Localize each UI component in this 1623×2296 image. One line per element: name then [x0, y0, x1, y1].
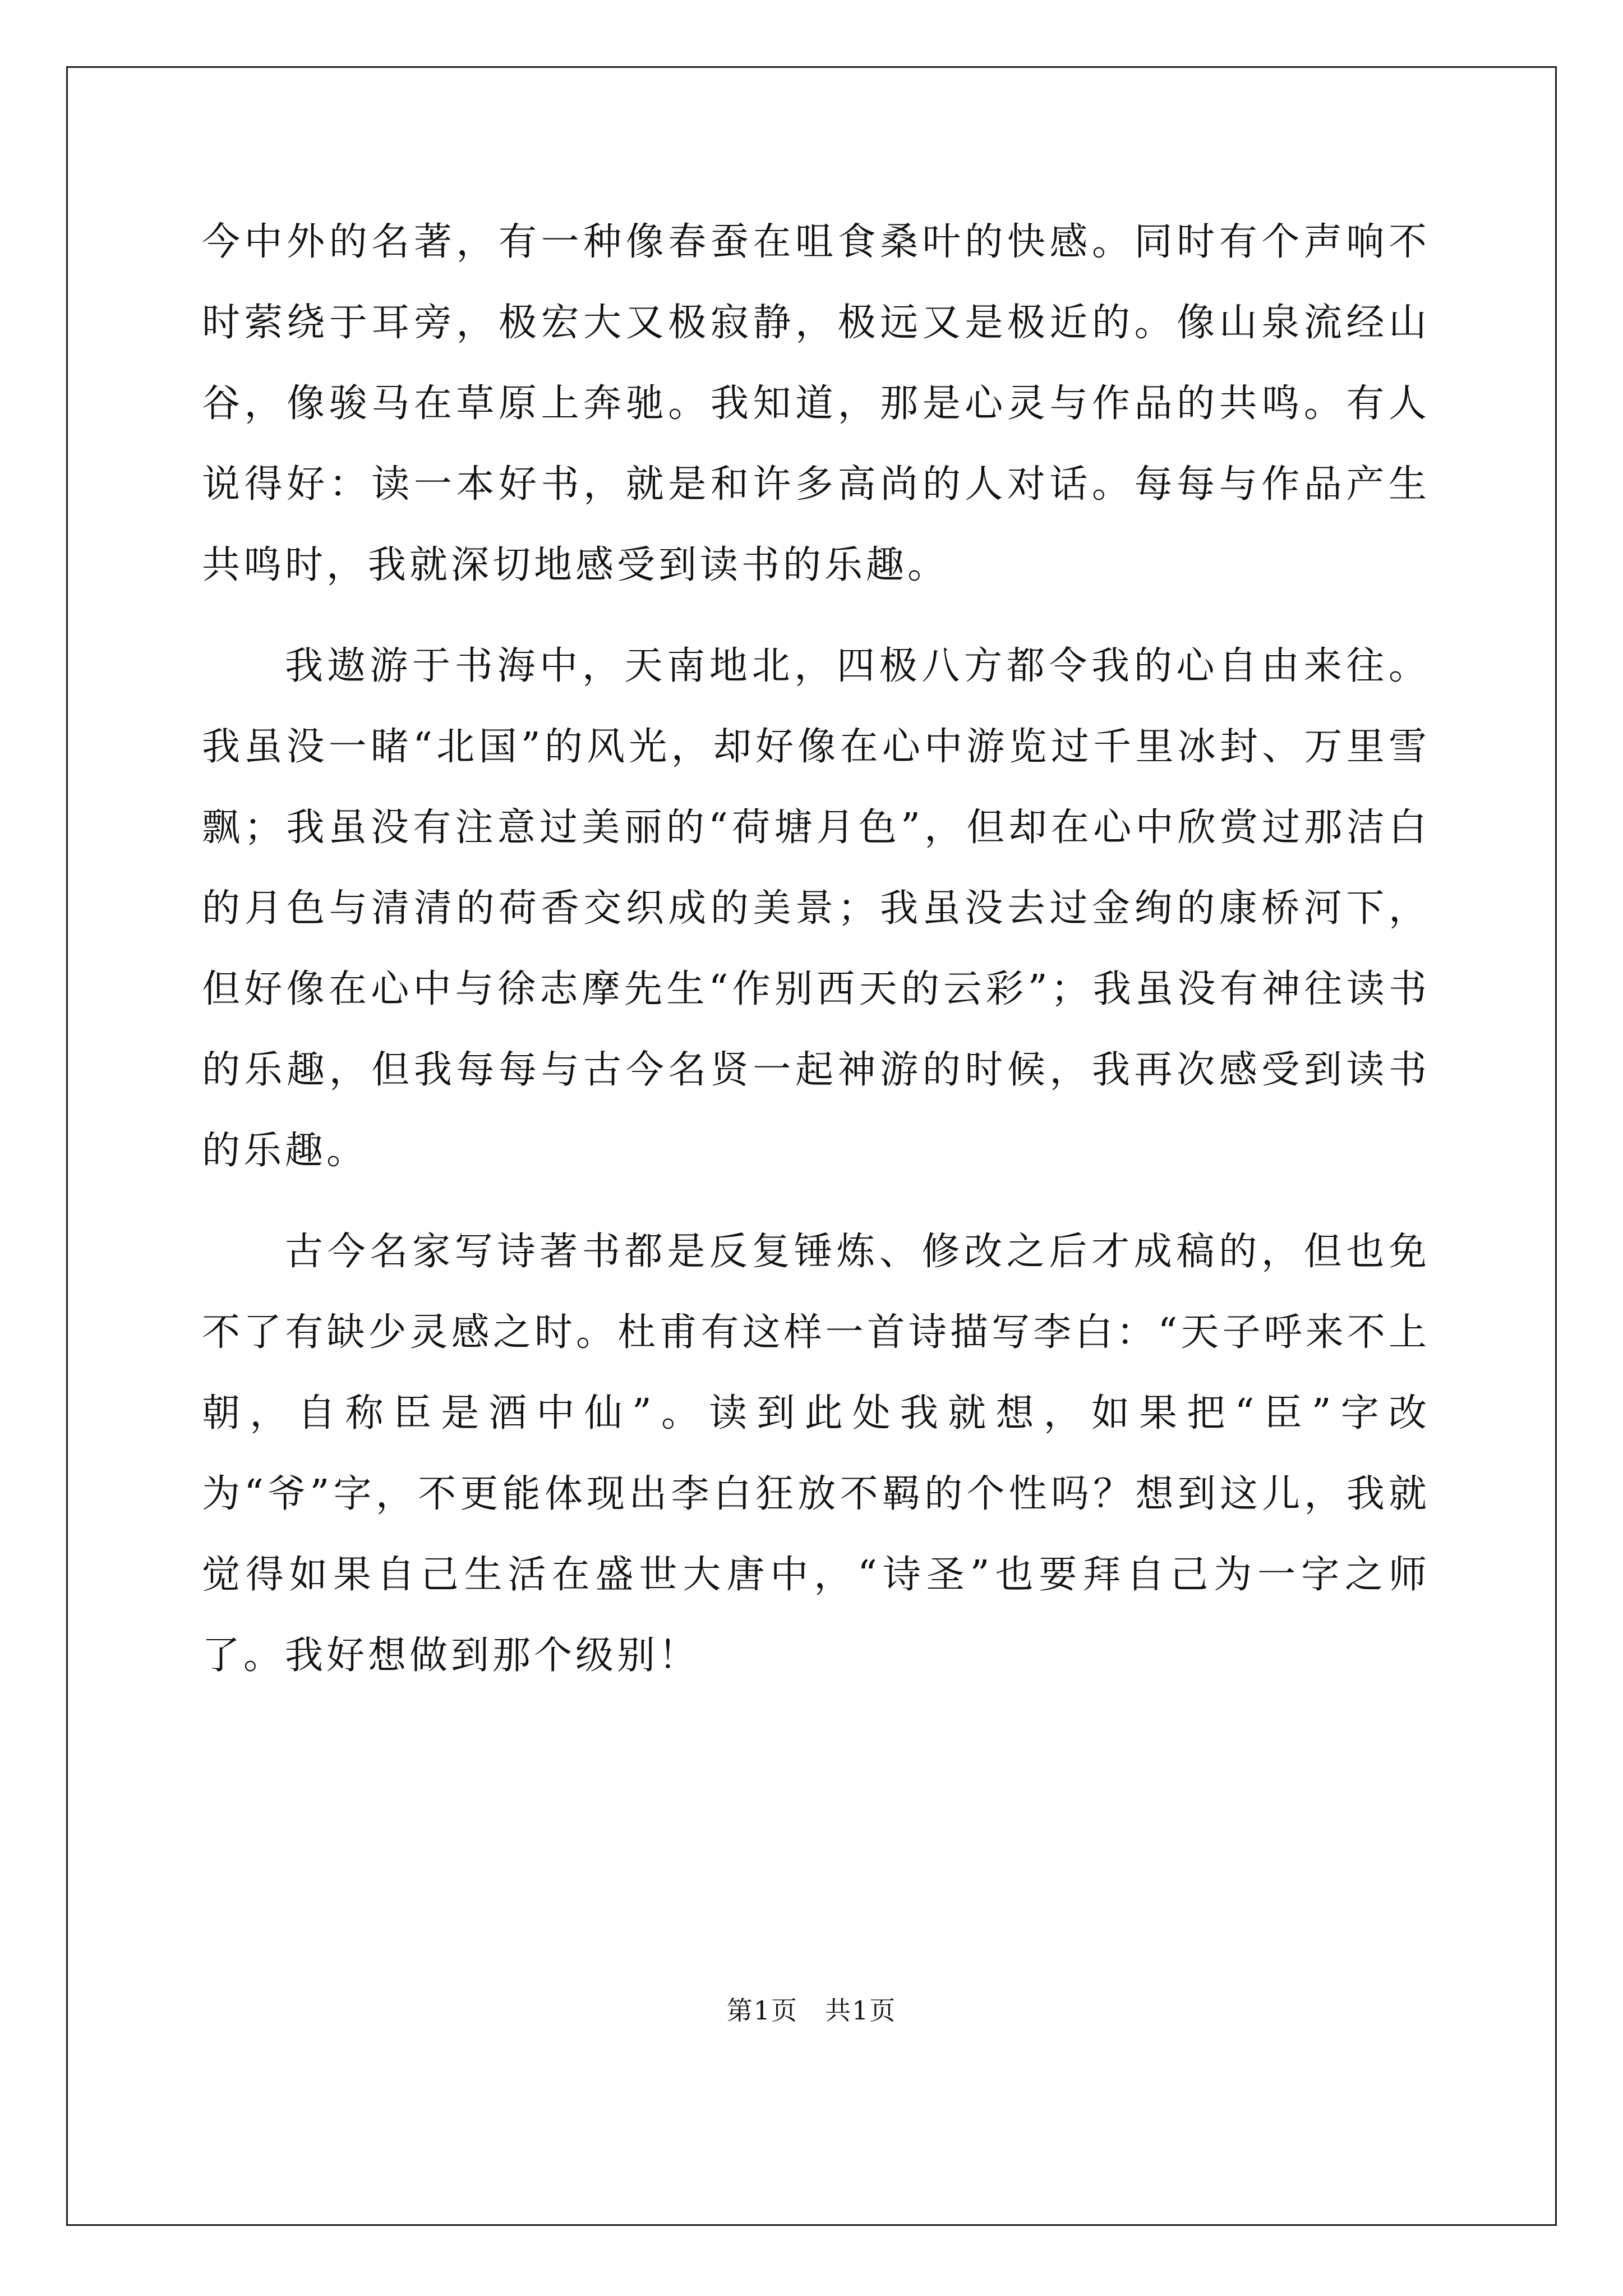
document-body: [202, 202, 1430, 1717]
paragraph-3: 古今名家写诗著书都是反复锤炼、修改之后才成稿的，但也免不了有缺少灵感之时。杜甫有这样一首诗描写李白：“天子呼来不上朝，自称臣是酒中仙”。读到此处我就想，如果把“臣”字改为“爷”字，不更能体现出李白狂放不羁的个性吗？想到这儿，我就觉得如果自己生活在盛世大唐中，“诗圣”也要拜自己为一字之师了。我好想做到那个级别！: [202, 1230, 1430, 1678]
page-number: 第1页: [726, 1995, 798, 2026]
page-footer: [0, 1990, 1623, 2027]
paragraph-1: 今中外的名著，有一种像春蚕在咀食桑叶的快感。同时有个声响不时萦绕于耳旁，极宏大又极寂静，极远又是极近的。像山泉流经山谷，像骏马在草原上奔驰。我知道，那是心灵与作品的共鸣。有人说得好：读一本好书，就是和许多高尚的人对话。每每与作品产生共鸣时，我就深切地感受到读书的乐趣。: [202, 220, 1430, 587]
paragraph-2: 我遨游于书海中，天南地北，四极八方都令我的心自由来往。我虽没一睹“北国”的风光，却好像在心中游览过千里冰封、万里雪飘；我虽没有注意过美丽的“荷塘月色”，但却在心中欣赏过那洁白的月色与清清的荷香交织成的美景；我虽没去过金绚的康桥河下，但好像在心中与徐志摩先生“作别西天的云彩”；我虽没有神往读书的乐趣，但我每每与古今名贤一起神游的时候，我再次感受到读书的乐趣。: [202, 644, 1430, 1173]
page-total: 共1页: [825, 1995, 897, 2026]
